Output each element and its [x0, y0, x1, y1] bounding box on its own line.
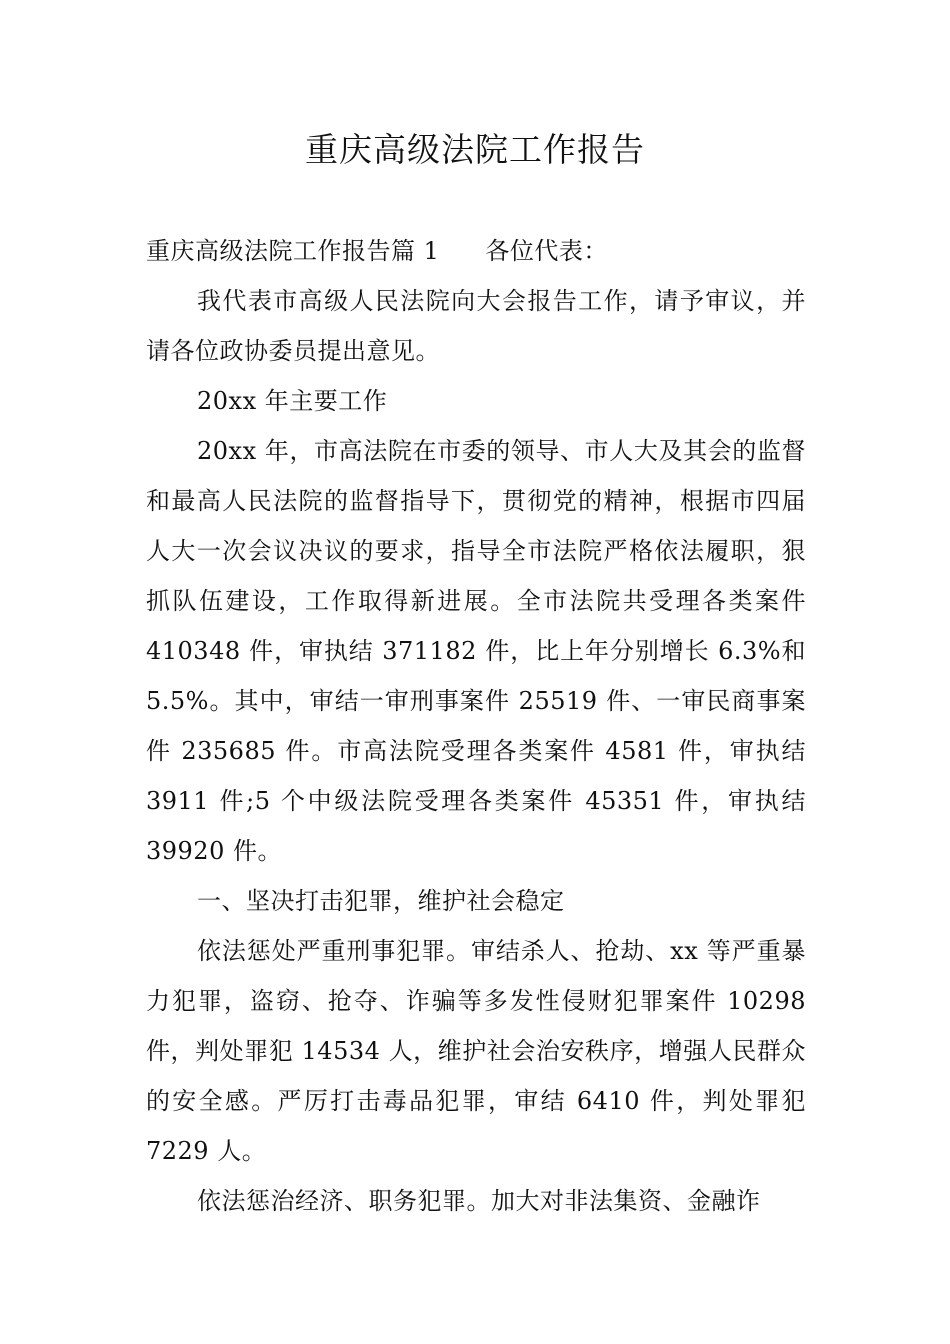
paragraph-economic-crimes: 依法惩治经济、职务犯罪。加大对非法集资、金融诈 — [197, 1187, 761, 1215]
paragraph-summary: 20xx 年，市高法院在市委的领导、市人大及其会的监督和最高人民法院的监督指导下，贯彻党的精神，根据市四届人大一次会议决议的要求，指导全市法院严格依法履职，狠抓队伍建设，工作取得新进展。全市法院共受理各类案件 410348 件，审执结 371182 件，比上年分别增长 6.3%和 5.5%。其中，审结一审刑事案件 25519 件、一审民商事案件 235685 件。市高法院受理各类案件 4581 件，审执结 3911 件;5 个中级法院受理各类案件 45351 件，审执结 39920 件。 — [146, 437, 806, 865]
paragraph-intro: 我代表市高级人民法院向大会报告工作，请予审议，并请各位政协委员提出意见。 — [146, 287, 806, 365]
document-body — [146, 226, 806, 1226]
paragraph-heading-main-work: 20xx 年主要工作 — [197, 387, 388, 415]
opening-line — [146, 226, 806, 276]
section-heading: 重庆高级法院工作报告篇 1 — [146, 237, 440, 265]
salutation: 各位代表： — [485, 237, 608, 265]
paragraph-heading-section-one: 一、坚决打击犯罪，维护社会稳定 — [197, 887, 565, 915]
document-title: 重庆高级法院工作报告 — [305, 130, 645, 169]
paragraph-criminal-cases: 依法惩处严重刑事犯罪。审结杀人、抢劫、xx 等严重暴力犯罪，盗窃、抢夺、诈骗等多发性侵财犯罪案件 10298 件，判处罪犯 14534 人，维护社会治安秩序，增强人民群众的安全感。严厉打击毒品犯罪，审结 6410 件，判处罪犯 7229 人。 — [146, 937, 806, 1165]
